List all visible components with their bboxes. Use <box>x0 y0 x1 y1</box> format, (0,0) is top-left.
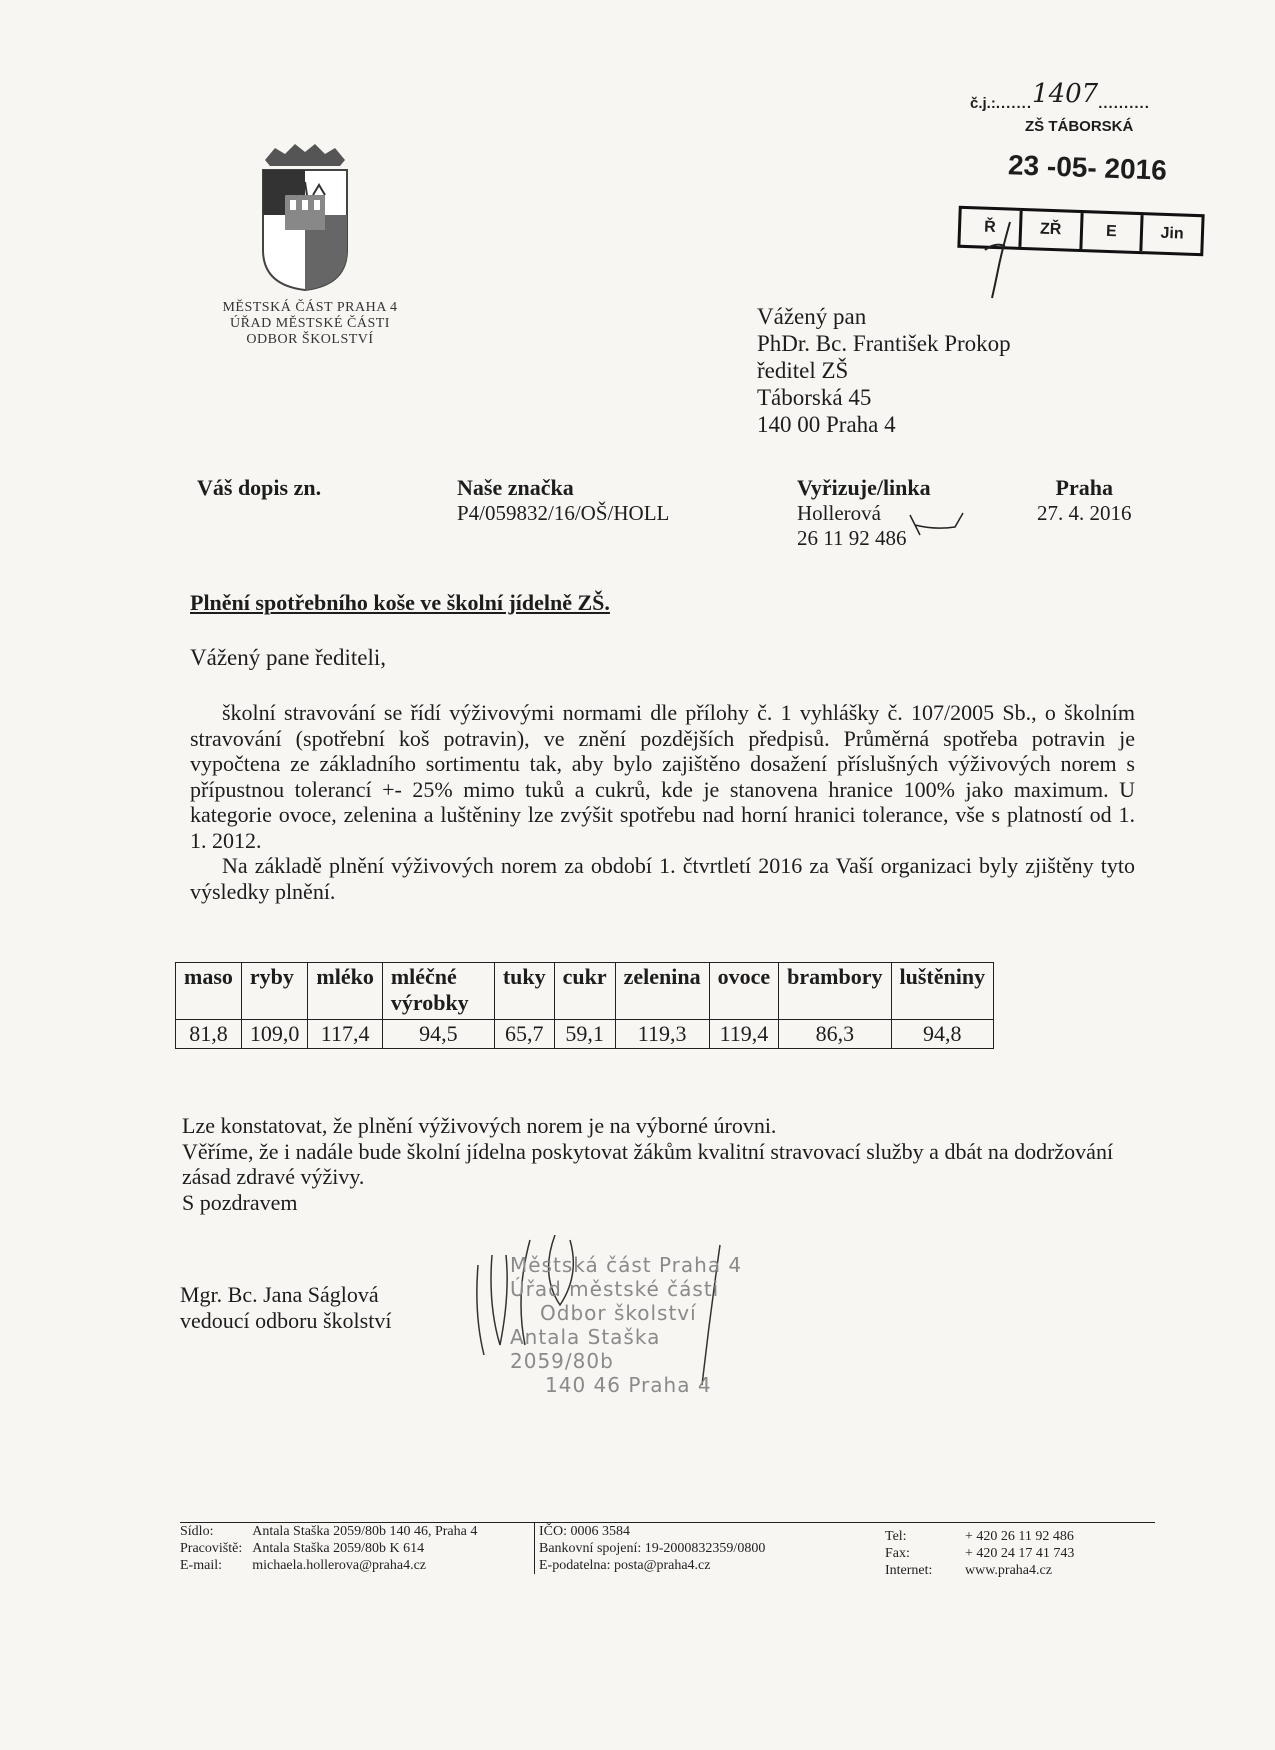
address-line: ředitel ZŠ <box>757 358 849 383</box>
footer-value: + 420 26 11 92 486 <box>965 1529 1074 1544</box>
place-label: Praha <box>1055 475 1113 500</box>
closing-line: S pozdravem <box>182 1189 298 1215</box>
ref-number: 1407 <box>1032 79 1099 109</box>
footer-address <box>180 1523 487 1574</box>
closing-text <box>182 1113 1142 1215</box>
footer-value: www.praha4.cz <box>965 1563 1052 1578</box>
value-cell: 81,8 <box>176 1020 242 1049</box>
footer-label: Fax: <box>885 1546 910 1561</box>
footer-label: Internet: <box>885 1563 933 1578</box>
salutation: Vážený pane řediteli, <box>190 645 387 670</box>
footer-label: Sídlo: <box>180 1524 214 1539</box>
footer-value: Antala Staška 2059/80b 140 46, Praha 4 <box>252 1524 478 1539</box>
header-cell: brambory <box>779 963 891 1020</box>
letter-body <box>190 700 1135 904</box>
address-line: 140 00 Praha 4 <box>757 412 896 437</box>
closing-line: Věříme, že i nadále bude školní jídelna poskytovat žákům kvalitní stravovací služby a dbát na dodržování zásad zdravé výživy. <box>182 1138 1114 1189</box>
address-line: Táborská 45 <box>757 385 872 410</box>
handled-label: Vyřizuje/linka <box>797 475 931 500</box>
closing-line: Lze konstatovat, že plnění výživových norem je na výborné úrovni. <box>182 1113 777 1138</box>
nutrition-results-table <box>175 962 994 1049</box>
footer-value: E-podatelna: posta@praha4.cz <box>539 1558 711 1573</box>
handled-phone: 26 11 92 486 <box>797 526 907 550</box>
seal-line: 140 46 Praha 4 <box>545 1373 712 1397</box>
routing-box: Jin <box>1160 224 1184 243</box>
address-line: Vážený pan <box>757 304 867 329</box>
seal-line: Úřad městské části <box>510 1277 720 1301</box>
coat-of-arms-logo <box>255 140 355 295</box>
seal-line: Městská část Praha 4 <box>510 1253 743 1277</box>
value-cell: 119,3 <box>615 1020 709 1049</box>
header-cell: luštěniny <box>891 963 994 1020</box>
value-cell: 117,4 <box>308 1020 382 1049</box>
header-cell: zelenina <box>615 963 709 1020</box>
paragraph: Na základě plnění výživových norem za období 1. čtvrtletí 2016 za Vaší organizaci byly zjištěny tyto výsledky plnění. <box>190 853 1135 904</box>
department-line: MĚSTSKÁ ČÁST PRAHA 4 <box>222 300 398 315</box>
department-header <box>205 300 415 348</box>
paragraph: školní stravování se řídí výživovými normami dle přílohy č. 1 vyhlášky č. 107/2005 Sb., o školním stravování (spotřební koš potravin), ve znění pozdějších předpisů. Průměrná spotřeba potravin je vypočtena ze základního sortimentu tak, aby bylo zajištěno dosažení příslušných výživových norem s přípustnou tolerancí +- 25% mimo tuků a cukrů, kde je stanovena hranice 100% jako maximum. U kategorie ovoce, zelenina a luštěniny lze zvýšit spotřebu nad horní hranici tolerance, vše s platností od 1. 1. 2012. <box>190 700 1135 853</box>
initials-signature <box>905 505 975 545</box>
footer-bank <box>534 1523 765 1574</box>
value-cell: 65,7 <box>494 1020 554 1049</box>
header-cell: tuky <box>494 963 554 1020</box>
your-letter-label: Váš dopis zn. <box>197 475 322 500</box>
seal-line: Antala Staška 2059/80b <box>510 1325 661 1373</box>
address-line: PhDr. Bc. František Prokop <box>757 331 1011 356</box>
letter-subject: Plnění spotřebního koše ve školní jídelně ZŠ. <box>190 590 610 615</box>
your-letter-ref <box>197 475 321 501</box>
handled-name: Hollerová <box>797 501 881 525</box>
table-row <box>176 1020 994 1049</box>
footer-label: E-mail: <box>180 1558 222 1573</box>
our-ref-label: Naše značka <box>457 475 574 500</box>
header-cell: mléčné výrobky <box>382 963 494 1020</box>
our-ref <box>457 475 669 526</box>
footer-value: + 420 24 17 41 743 <box>965 1546 1075 1561</box>
footer-label: Pracoviště: <box>180 1541 243 1556</box>
footer-contact <box>885 1528 1084 1579</box>
value-cell: 94,5 <box>382 1020 494 1049</box>
header-cell: maso <box>176 963 242 1020</box>
signer-title: vedoucí odboru školství <box>180 1308 392 1333</box>
value-cell: 109,0 <box>241 1020 308 1049</box>
department-line: ODBOR ŠKOLSTVÍ <box>246 332 374 347</box>
reference-number-stamp: č.j.:.......1407.......... <box>970 79 1150 112</box>
official-seal <box>470 1235 770 1405</box>
place-date <box>1037 475 1132 526</box>
seal-line: Odbor školství <box>540 1301 697 1325</box>
school-stamp: ZŠ TÁBORSKÁ <box>1025 118 1134 135</box>
value-cell: 119,4 <box>709 1020 779 1049</box>
footer-value: Bankovní spojení: 19-2000832359/0800 <box>539 1541 766 1556</box>
signer-name: Mgr. Bc. Jana Ságlová <box>180 1282 379 1307</box>
ref-label: č.j.: <box>970 95 996 112</box>
signature-block <box>180 1282 391 1334</box>
letter-date: 27. 4. 2016 <box>1037 501 1132 525</box>
routing-box: Ř <box>960 209 1022 247</box>
table-header-row <box>176 963 994 1020</box>
routing-box: ZŘ <box>1021 211 1083 249</box>
footer-value: michaela.hollerova@praha4.cz <box>252 1558 427 1573</box>
header-cell: cukr <box>554 963 615 1020</box>
recipient-address <box>757 303 1011 438</box>
value-cell: 94,8 <box>891 1020 994 1049</box>
department-line: ÚŘAD MĚSTSKÉ ČÁSTI <box>230 316 390 331</box>
footer-label: Tel: <box>885 1529 907 1544</box>
our-ref-value: P4/059832/16/OŠ/HOLL <box>457 501 670 525</box>
footer-value: Antala Staška 2059/80b K 614 <box>252 1541 425 1556</box>
value-cell: 59,1 <box>554 1020 615 1049</box>
value-cell: 86,3 <box>779 1020 891 1049</box>
header-cell: ovoce <box>709 963 779 1020</box>
received-date-stamp: 23 -05- 2016 <box>1007 149 1168 186</box>
handwritten-mark <box>980 220 1020 300</box>
header-cell: ryby <box>241 963 308 1020</box>
routing-box: E <box>1082 213 1144 251</box>
header-cell: mléko <box>308 963 382 1020</box>
footer-value: IČO: 0006 3584 <box>539 1524 630 1539</box>
